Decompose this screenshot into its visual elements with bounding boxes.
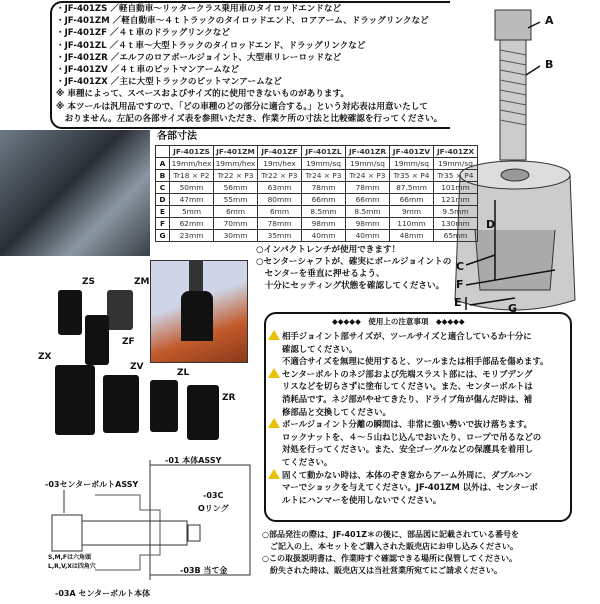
notes-list	[262, 529, 519, 577]
row-key: E	[156, 206, 170, 218]
table-cell: Tr18 × P2	[170, 170, 214, 182]
table-cell: 121mm	[434, 194, 478, 206]
table-cell: 56mm	[214, 182, 258, 194]
head-note-1: S,M,Fは六角頭	[48, 554, 91, 561]
table-cell: 9mm	[390, 206, 434, 218]
caution-text: 対処を行ってください。また、安全ゴーグルなどの保護具を着用し	[282, 444, 533, 455]
caution-line	[268, 380, 549, 393]
caution-text: 確認してください。	[282, 343, 358, 354]
caution-line	[268, 418, 549, 431]
cautions-list	[268, 330, 549, 506]
label-c: C	[456, 260, 465, 273]
table-cell: 130mm	[434, 218, 478, 230]
application-line: ・JF-401ZX ／主に大型トラックのピットマンアームなど	[56, 77, 282, 88]
table-cell: 70mm	[214, 218, 258, 230]
dimensions-table	[155, 145, 478, 242]
part-oring: Oリング	[198, 504, 229, 513]
table-cell: 66mm	[302, 194, 346, 206]
caution-text: センターボルトのネジ部および先端スラスト部には、モリブデング	[282, 368, 533, 379]
table-cell: Tr35 × P4	[390, 170, 434, 182]
table-row	[156, 194, 478, 206]
table-cell: 23mm	[170, 230, 214, 242]
table-cell: Tr22 × P3	[258, 170, 302, 182]
table-cell: Tr22 × P3	[214, 170, 258, 182]
table-cell: 9.5mm	[434, 206, 478, 218]
row-key: C	[156, 182, 170, 194]
caution-text: リスなどを切らさずに塗布してください。また、センターボルトは	[282, 381, 533, 392]
table-cell: 19mm/sq	[390, 158, 434, 170]
table-cell: 78mm	[258, 218, 302, 230]
tool-zm	[107, 290, 133, 330]
table-cell: 6mm	[214, 206, 258, 218]
feature-line: 十分にセッティング状態を確認してください。	[256, 281, 445, 291]
row-key: B	[156, 170, 170, 182]
warning-icon	[268, 469, 280, 479]
table-cell: 47mm	[170, 194, 214, 206]
application-line: ・JF-401ZS ／軽自動車～リッタークラス乗用車のタイロッドエンドなど	[56, 4, 342, 14]
caution-text: 消耗品です。ネジ部がやせてきたり、ドライブ角が傷んだ時は、補	[282, 393, 533, 404]
note-line: 紛失された時は、販売店又は当社営業所宛てにご請求ください。	[262, 566, 502, 575]
tool-label-zx: ZX	[38, 352, 52, 362]
tool-label-zm: ZM	[134, 277, 150, 287]
caution-line	[268, 406, 549, 419]
application-line: ・JF-401ZR ／エルフのロアボールジョイント、大型車リレーロッドなど	[56, 52, 342, 63]
caution-line	[268, 494, 549, 507]
tool-label-zr: ZR	[222, 393, 236, 403]
tool-zf	[85, 315, 109, 365]
dimensions-title: 各部寸法	[157, 131, 197, 142]
application-line: ※ 車種によって、スペースおよびサイズ的に使用できないものがあります。	[56, 89, 349, 100]
table-cell: Tr24 × P3	[346, 170, 390, 182]
table-row	[156, 182, 478, 194]
table-cell: 98mm	[346, 218, 390, 230]
application-line: ・JF-401ZM ／軽自動車～４ｔトラックのタイロッドエンド、ロアアーム、ドラッグリンクなど	[56, 16, 429, 27]
tool-label-zl: ZL	[177, 368, 190, 378]
table-header: JF-401ZS	[170, 146, 214, 158]
feature-line: ○センターシャフトが、確実にボールジョイントの	[256, 257, 452, 267]
table-cell: 50mm	[170, 182, 214, 194]
caution-line	[268, 443, 549, 456]
tool-label-zv: ZV	[130, 362, 144, 372]
table-cell: 66mm	[390, 194, 434, 206]
table-cell: 19mm/sq	[346, 158, 390, 170]
table-cell: 5mm	[170, 206, 214, 218]
table-header: JF-401ZV	[390, 146, 434, 158]
table-cell: 110mm	[390, 218, 434, 230]
tool-label-zs: ZS	[82, 277, 96, 287]
applications-list	[56, 3, 442, 125]
caution-text: 固くて動かない時は、本体のぞき窓からアーム外周に、ダブルハン	[282, 469, 533, 480]
table-cell: 101mm	[434, 182, 478, 194]
row-key: A	[156, 158, 170, 170]
table-cell: 78mm	[302, 182, 346, 194]
part-body: -01 本体ASSY	[165, 456, 222, 465]
table-cell: Tr35 × P4	[434, 170, 478, 182]
table-cell: 66mm	[346, 194, 390, 206]
caution-text: ボールジョイント分離の瞬間は、非常に強い勢いで抜け落ちます。	[282, 419, 533, 430]
table-cell: 8.5mm	[346, 206, 390, 218]
row-key: D	[156, 194, 170, 206]
vehicle-suspension-photo	[0, 130, 150, 256]
table-cell: 48mm	[390, 230, 434, 242]
row-key: G	[156, 230, 170, 242]
caution-text: 相手ジョイント部サイズが、ツールサイズと適合しているか十分に	[282, 331, 532, 341]
warning-icon	[268, 330, 280, 340]
caution-text: マーでショックを与えてください。JF-401ZM 以外は、センターボ	[282, 482, 538, 493]
tool-zl	[150, 380, 178, 432]
table-cell: Tr24 × P3	[302, 170, 346, 182]
table-cell: 40mm	[346, 230, 390, 242]
caution-text: 不適合サイズを無理に使用すると、ツールまたは相手部品を傷めます。	[282, 356, 549, 367]
tool-label-zf: ZF	[122, 337, 135, 347]
part-oring-no: -03C	[203, 491, 224, 500]
application-line: ・JF-401ZV ／４ｔ車のピットマンアームなど	[56, 65, 240, 76]
caution-line	[268, 456, 549, 469]
caution-line	[268, 393, 549, 406]
label-d: D	[486, 218, 496, 231]
table-cell: 19m/hex	[258, 158, 302, 170]
part-washer: -03B 当て金	[180, 566, 228, 575]
table-cell: 19mm/hex	[214, 158, 258, 170]
table-cell: 19mm/sq	[434, 158, 478, 170]
part-bolt-body: -03A センターボルト本体	[55, 589, 151, 598]
table-row	[156, 218, 478, 230]
label-f: F	[456, 278, 464, 291]
tool-zx	[55, 365, 95, 435]
caution-line	[268, 330, 549, 343]
caution-text: ルトにハンマーを使用しないでください。	[282, 494, 442, 505]
table-cell: 30mm	[214, 230, 258, 242]
table-cell: 63mm	[258, 182, 302, 194]
table-cell: 19mm/sq	[302, 158, 346, 170]
label-a: A	[545, 14, 554, 27]
application-line: おりません。左記の各部サイズ表を参照いただき、作業ケ所の寸法と比較確認を行ってください。	[56, 113, 443, 124]
tool-zv	[103, 375, 139, 433]
table-row	[156, 170, 478, 182]
label-e: E	[454, 296, 462, 309]
table-cell: 19mm/hex	[170, 158, 214, 170]
table-header: JF-401ZX	[434, 146, 478, 158]
table-row	[156, 206, 478, 218]
cautions-title: ◆◆◆◆◆ 使用上の注意事項 ◆◆◆◆◆	[332, 317, 465, 326]
table-cell: 87.5mm	[390, 182, 434, 194]
caution-line	[268, 431, 549, 444]
note-line: ご記入の上、本セットをご購入された販売店にお申し込みください。	[262, 542, 518, 551]
note-line: ○部品発注の際は、JF-401Z＊の後に、部品図に記載されている番号を	[262, 530, 519, 539]
table-cell: 98mm	[302, 218, 346, 230]
tool-zr	[187, 385, 219, 440]
caution-line	[268, 355, 549, 368]
table-row	[156, 158, 478, 170]
caution-line	[268, 481, 549, 494]
application-line: ・JF-401ZF ／４ｔ車のドラッグリンクなど	[56, 28, 230, 39]
table-cell: 6mm	[258, 206, 302, 218]
table-cell: 62mm	[170, 218, 214, 230]
table-cell: 35mm	[258, 230, 302, 242]
table-cell: 40mm	[302, 230, 346, 242]
table-header: JF-401ZM	[214, 146, 258, 158]
table-cell: 80mm	[258, 194, 302, 206]
table-header: JF-401ZF	[258, 146, 302, 158]
feature-line: ○インパクトレンチが使用できます！	[256, 245, 401, 255]
label-g: G	[508, 302, 518, 315]
caution-text: 修部品と交換してください。	[282, 406, 391, 417]
caution-line	[268, 469, 549, 482]
row-key: F	[156, 218, 170, 230]
caution-line	[268, 343, 549, 356]
warning-icon	[268, 418, 280, 428]
part-bolt-assy: -03センターボルトASSY	[45, 480, 139, 489]
table-cell: 55mm	[214, 194, 258, 206]
parts-diagram	[0, 455, 260, 600]
caution-text: ロックナットを、４～５山ねじ込んでおいたり、ロープで吊るなどの	[282, 431, 542, 442]
application-line: ※ 本ツールは汎用品ですので、「どの車種のどの部分に適合する。」という対応表は用意いたして	[56, 101, 428, 112]
application-line: ・JF-401ZL ／４ｔ車～大型トラックのタイロッドエンド、ドラッグリンクなど	[56, 40, 366, 51]
caution-line	[268, 368, 549, 381]
table-cell: 78mm	[346, 182, 390, 194]
features-list	[256, 244, 451, 292]
note-line: ○この取扱説明書は、作業時すぐ確認できる場所に保管してください。	[262, 554, 517, 563]
usage-photo	[150, 260, 248, 363]
tool-zs	[58, 290, 82, 335]
table-header-row	[156, 146, 478, 158]
table-row	[156, 230, 478, 242]
caution-text: てください。	[282, 456, 333, 467]
warning-icon	[268, 368, 280, 378]
head-note-2: L,R,V,Xは四角穴	[48, 563, 96, 570]
table-cell: 8.5mm	[302, 206, 346, 218]
table-header	[156, 146, 170, 158]
label-b: B	[545, 58, 554, 71]
table-header: JF-401ZL	[302, 146, 346, 158]
feature-line: センターを垂直に押せるよう、	[256, 269, 385, 279]
table-header: JF-401ZR	[346, 146, 390, 158]
table-cell: 65mm	[434, 230, 478, 242]
